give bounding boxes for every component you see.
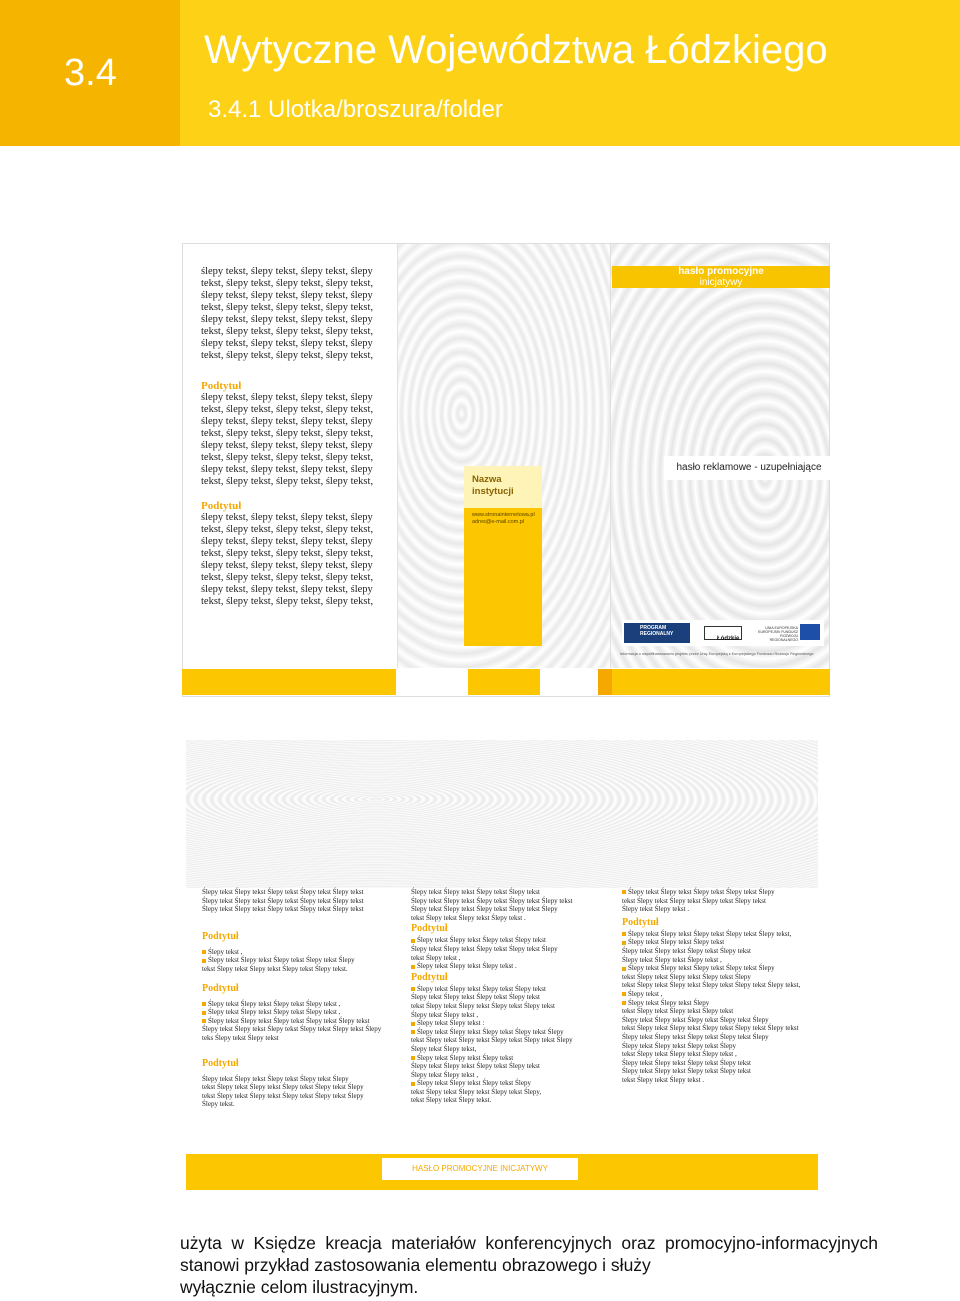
text-line: Ślepy tekst , [202,948,402,957]
text-line: Ślepy tekst Ślepy tekst Ślepy tekst Ślepy tekst Ślepy [622,1032,769,1041]
section-number-block [0,0,180,146]
text-line: Ślepy tekst Ślepy tekst Ślepy tekst Ślepy tekst Ślepy tekst Ślepy [202,1025,382,1034]
text-line: Ślepy tekst Ślepy tekst , [411,1010,479,1019]
text-line: Ślepy tekst Ślepy tekst, [411,1044,477,1053]
brochure-outer-footer-strip [182,669,830,695]
text-line: Ślepy tekst Ślepy tekst Ślepy tekst Ślepy tekst [411,888,540,896]
text-line: tekst Ślepy tekst Ślepy tekst Ślepy tekst Ślepy tekst Ślepy tekst [622,1024,799,1033]
logos-strip [622,620,824,646]
text-line: Ślepy tekst Ślepy tekst Ślepy tekst Ślepy tekst Ślepy [202,1074,349,1083]
bullet-icon [202,959,206,963]
text-line: Ślepy tekst Ślepy tekst Ślepy tekst Ślepy [411,1079,611,1088]
text-line: tekst Ślepy tekst Ślepy tekst Ślepy tekst Ślepy, [411,1087,542,1096]
text-line: Ślepy tekst Ślepy tekst Ślepy tekst Ślepy tekst Ślepy [411,905,558,914]
eu-fund-text: UNIA EUROPEJSKA EUROPEJSKI FUNDUSZ ROZWOJU REGIONALNEGO [758,626,798,642]
bullet-icon [622,941,626,945]
strip-white-2 [540,669,598,695]
bullet-icon [622,992,626,996]
text-line: tekst Ślepy tekst , [411,953,461,962]
bullet-icon [622,932,626,936]
text-line: Ślepy tekst Ślepy tekst Ślepy tekst Ślepy tekst Ślepy tekst [202,905,364,914]
text-line: Ślepy tekst. [202,1100,235,1109]
strip-orange-1 [598,669,612,695]
text-line: teks Ślepy tekst Ślepy tekst [202,1033,279,1042]
col2-block-a [411,888,611,922]
text-line: Ślepy tekst Ślepy tekst Ślepy tekst Ślepy tekst , [202,1008,402,1017]
institution-name: Nazwa instytucji [472,474,514,497]
text-line: tekst Ślepy tekst Ślepy tekst Ślepy tekst Ślepy tekst [622,896,766,905]
bullet-icon [202,1002,206,1006]
text-line: Ślepy tekst Ślepy tekst Ślepy [622,999,822,1008]
brochure-panel-1 [183,244,397,668]
col2-subtitle-1: Podtytuł [411,923,448,935]
lodzkie-logo: Łódzkie [704,626,742,640]
text-line: Ślepy tekst Ślepy tekst : [411,1019,611,1028]
page-title: Wytyczne Województwa Łódzkiego [204,28,828,72]
panel1-subtitle1: Podtytuł [201,380,242,392]
promo-slogan-line1: hasło promocyjne [678,266,764,277]
institution-box [464,466,542,646]
bullet-icon [202,950,206,954]
col2-subtitle-2: Podtytuł [411,971,448,983]
col2-block-c [411,985,611,1105]
bullet-icon [411,939,415,943]
eu-flag-icon [800,624,820,640]
col3-subtitle-1: Podtytuł [622,916,659,928]
brochure-inner-footer-strip [186,1154,818,1190]
text-line: tekst Ślepy tekst Ślepy tekst . [622,1075,705,1084]
col2-block-b [411,936,611,970]
text-line: Ślepy tekst Ślepy tekst Ślepy tekst . [411,962,611,971]
text-line: tekst Ślepy tekst Ślepy tekst Ślepy tekst Ślepy tekst Ślepy [202,1083,364,1092]
panel1-text1: ślepy tekst, ślepy tekst, ślepy tekst, ślepy tekst, ślepy tekst, ślepy tekst, ślepy tekst, ślepy tekst, ślepy tekst, ślepy tekst, ślepy tekst, ślepy tekst, ślepy tekst, ślepy tekst, ślepy tekst, ślepy tekst, ślepy tekst, ślepy tekst, ślepy tekst, ślepy tekst, ślepy tekst, ślepy tekst, ślepy tekst, ślepy tekst, ślepy tekst, ślepy tekst, ślepy tekst, ślepy tekst, [201,266,374,361]
text-line: Ślepy tekst Ślepy tekst Ślepy tekst Ślepy tekst Ślepy tekst [202,896,364,905]
promo-slogan-line2: inicjatywy [699,277,743,288]
text-line: Ślepy tekst Ślepy tekst Ślepy tekst Ślepy [622,1041,736,1050]
text-line: Ślepy tekst Ślepy tekst Ślepy tekst Ślepy tekst Ślepy tekst [202,888,364,896]
text-line: Ślepy tekst Ślepy tekst Ślepy tekst [411,1054,611,1063]
col3-block-b [622,930,822,1085]
text-line: tekst Ślepy tekst Ślepy tekst Ślepy tekst . [411,913,526,922]
bullet-icon [411,1022,415,1026]
inner-column-2 [411,888,611,1105]
text-line: Ślepy tekst Ślepy tekst Ślepy tekst , [622,955,722,964]
strip-yellow-right [588,1158,800,1180]
bullet-icon [622,890,626,894]
col1-block-a [202,888,402,914]
text-line: tekst Ślepy tekst Ślepy tekst Ślepy tekst [622,1007,734,1016]
caption-paragraph: użyta w Księdze kreacja materiałów konferencyjnych oraz promocyjno-informacyjnych stanowi przykład zastosowania elementu obrazowego i służy [180,1233,878,1275]
inner-column-3 [622,888,822,1084]
cofinancing-info: Informacja o współfinansowaniu projektu przez Unię Europejską z Europejskiego Funduszu Rozwoju Regionalnego [620,652,814,656]
bullet-icon [411,1082,415,1086]
text-line: tekst Ślepy tekst Ślepy tekst Ślepy tekst Ślepy tekst Ślepy tekst, [622,981,801,990]
text-line: tekst Ślepy tekst Ślepy tekst Ślepy tekst Ślepy tekst Ślepy [202,1091,364,1100]
header-banner [180,0,960,146]
text-line: Ślepy tekst Ślepy tekst Ślepy tekst Ślepy tekst Ślepy [202,956,402,965]
text-line: tekst Ślepy tekst Ślepy tekst Ślepy tekst Ślepy [622,972,751,981]
col1-block-d [202,1075,402,1109]
text-line: Ślepy tekst Ślepy tekst Ślepy tekst Ślepy tekst Ślepy [411,944,558,953]
text-line: Ślepy tekst Ślepy tekst Ślepy tekst Ślepy tekst [411,993,540,1002]
inner-column-1 [202,888,402,1109]
strip-white-1 [396,669,468,695]
col1-subtitle-2: Podtytuł [202,982,239,994]
bullet-icon [411,1056,415,1060]
section-number: 3.4 [64,52,117,94]
text-line: Ślepy tekst Ślepy tekst , [411,1070,479,1079]
text-line: tekst Ślepy tekst Ślepy tekst Ślepy tekst Ślepy tekst [411,1001,555,1010]
col1-subtitle-3: Podtytuł [202,1057,239,1069]
text-line: tekst Ślepy tekst Ślepy tekst Ślepy tekst Ślepy tekst. [202,964,348,973]
text-line: Ślepy tekst Ślepy tekst Ślepy tekst Ślepy tekst Ślepy [411,1028,611,1037]
text-line: Ślepy tekst , [622,990,822,999]
text-line: Ślepy tekst Ślepy tekst Ślepy tekst Ślepy tekst [622,1058,751,1067]
text-line: Ślepy tekst Ślepy tekst Ślepy tekst Ślepy tekst Ślepy [622,1015,769,1024]
bullet-icon [411,1030,415,1034]
col1-block-b [202,948,402,974]
text-line: Ślepy tekst Ślepy tekst Ślepy tekst Ślepy tekst [411,1062,540,1071]
text-line: Ślepy tekst Ślepy tekst Ślepy tekst Ślepy tekst , [202,1000,402,1009]
promo-slogan-footer: HASŁO PROMOCYJNE INICJATYWY [382,1158,578,1180]
panel1-text3: ślepy tekst, ślepy tekst, ślepy tekst, ślepy tekst, ślepy tekst, ślepy tekst, ślepy tekst, ślepy tekst, ślepy tekst, ślepy tekst, ślepy tekst, ślepy tekst, ślepy tekst, ślepy tekst, ślepy tekst, ślepy tekst, ślepy tekst, ślepy tekst, ślepy tekst, ślepy tekst, ślepy tekst, ślepy tekst, ślepy tekst, ślepy tekst, ślepy tekst, ślepy tekst, ślepy tekst, ślepy tekst, [201,512,374,607]
bullet-icon [622,1001,626,1005]
bullet-icon [202,1019,206,1023]
bullet-icon [622,967,626,971]
page-subtitle: 3.4.1 Ulotka/broszura/folder [208,96,503,123]
caption-last-line: wyłącznie celom ilustracyjnym. [180,1277,419,1297]
text-line: tekst Ślepy tekst Ślepy tekst Ślepy tekst Ślepy tekst Ślepy [411,1036,573,1045]
email-text: adres@e-mail.com.pl [472,519,525,525]
text-line: tekst Ślepy tekst Ślepy tekst. [411,1096,492,1105]
institution-contact [472,512,535,526]
brochure-inner-image [186,740,818,888]
text-line: Ślepy tekst Ślepy tekst Ślepy tekst Ślepy tekst [411,936,611,945]
text-line: Ślepy tekst Ślepy tekst Ślepy tekst Ślepy tekst Ślepy tekst [202,1017,402,1026]
col3-block-a [622,888,822,914]
website-text: www.stronainternetowa.pl [472,512,535,518]
panel1-text2: ślepy tekst, ślepy tekst, ślepy tekst, ślepy tekst, ślepy tekst, ślepy tekst, ślepy tekst, ślepy tekst, ślepy tekst, ślepy tekst, ślepy tekst, ślepy tekst, ślepy tekst, ślepy tekst, ślepy tekst, ślepy tekst, ślepy tekst, ślepy tekst, ślepy tekst, ślepy tekst, ślepy tekst, ślepy tekst, ślepy tekst, ślepy tekst, ślepy tekst, ślepy tekst, ślepy tekst, ślepy tekst, [201,392,374,487]
text-line: Ślepy tekst Ślepy tekst Ślepy tekst Ślepy tekst Ślepy tekst [411,896,573,905]
bullet-icon [411,965,415,969]
bullet-icon [202,1011,206,1015]
text-line: Ślepy tekst Ślepy tekst Ślepy tekst Ślepy tekst [411,985,611,994]
text-line: Ślepy tekst Ślepy tekst Ślepy tekst Ślepy tekst [622,946,751,955]
program-regionalny-logo: PROGRAM REGIONALNY [624,623,690,643]
text-line: Ślepy tekst Ślepy tekst . [622,905,690,914]
text-line: Ślepy tekst Ślepy tekst Ślepy tekst Ślepy tekst Ślepy [622,888,822,897]
col1-block-c [202,1000,402,1043]
bullet-icon [411,987,415,991]
text-line: Ślepy tekst Ślepy tekst Ślepy tekst Ślepy tekst [622,1067,751,1076]
text-line: Ślepy tekst Ślepy tekst Ślepy tekst Ślepy tekst Ślepy tekst, [622,930,822,939]
text-line: tekst Ślepy tekst Ślepy tekst Ślepy tekst , [622,1050,737,1059]
text-line: Ślepy tekst Ślepy tekst Ślepy tekst Ślepy tekst Ślepy [622,964,822,973]
ad-slogan-box: hasło reklamowe - uzupełniające [664,456,834,480]
text-line: Ślepy tekst Ślepy tekst Ślepy tekst [622,938,822,947]
promo-slogan-bar [612,266,830,288]
col1-subtitle-1: Podtytuł [202,930,239,942]
panel1-subtitle2: Podtytuł [201,500,242,512]
